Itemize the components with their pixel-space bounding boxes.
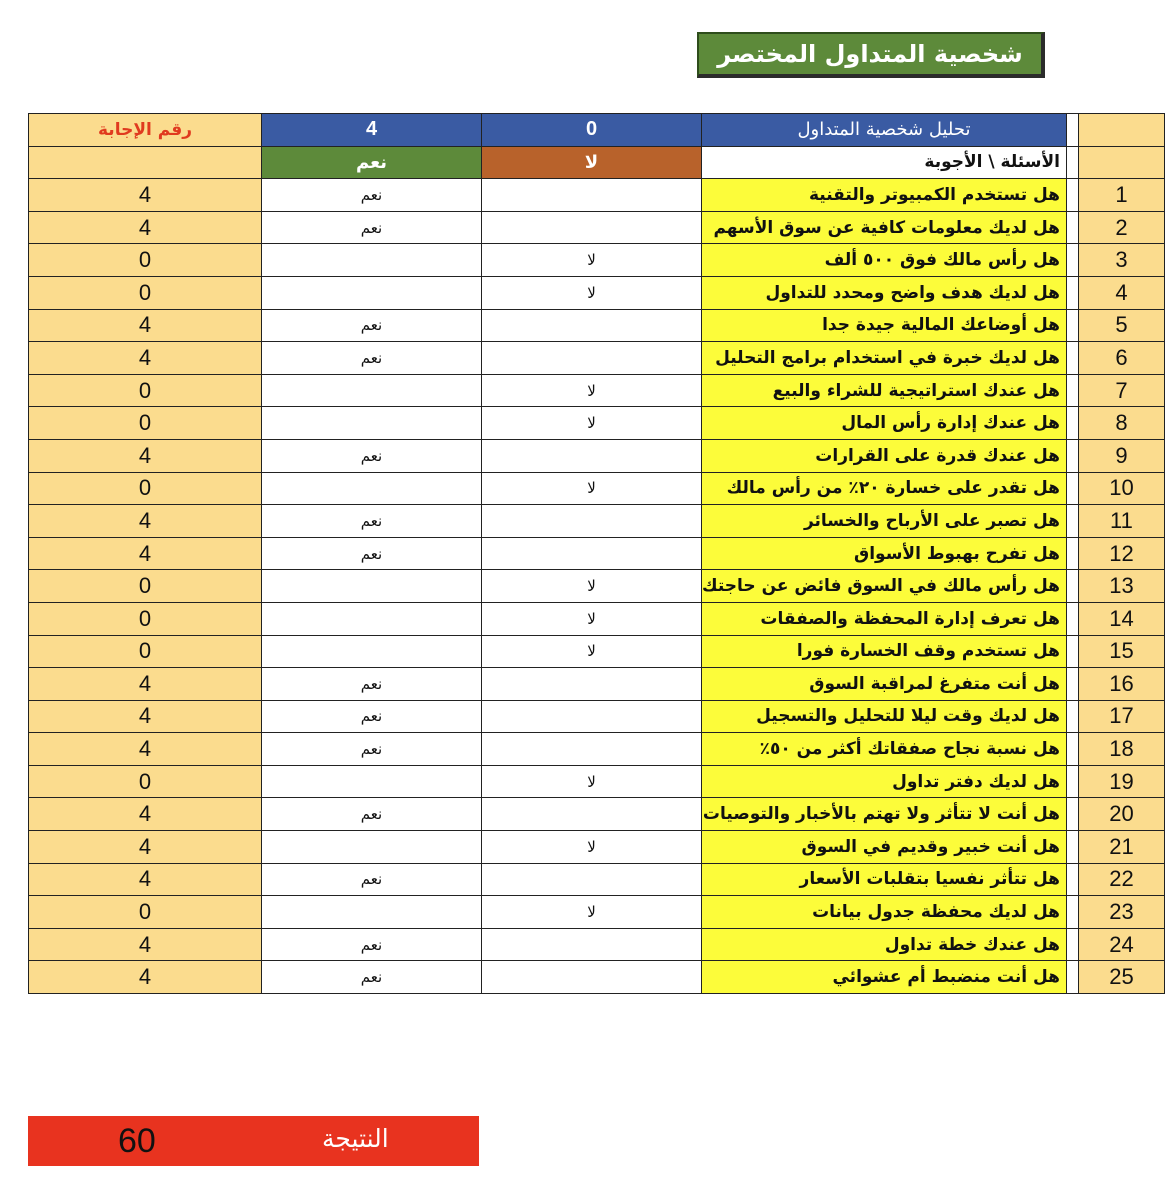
question-text: هل عندك قدرة على القرارات [815,445,1060,466]
question-text: هل تصبر على الأرباح والخسائر [803,510,1060,531]
yes-answer-cell[interactable] [262,831,482,864]
question-cell[interactable] [702,831,1067,864]
score-cell[interactable]: 4 [29,961,262,994]
table-row [29,179,1165,212]
yes-answer-cell[interactable]: نعم [262,798,482,831]
gap-cell [1066,928,1078,961]
question-cell[interactable] [702,863,1067,896]
row-number-cell[interactable]: 20 [1078,798,1164,831]
row-number-cell[interactable]: 17 [1078,700,1164,733]
answer-number-header[interactable]: رقم الإجابة [29,114,262,147]
table-row [29,342,1165,375]
question-text: هل أنت متفرغ لمراقبة السوق [809,673,1060,694]
row-number-cell[interactable]: 10 [1078,472,1164,505]
no-answer-cell[interactable] [482,537,702,570]
score-cell[interactable]: 0 [29,635,262,668]
row-number-cell[interactable]: 25 [1078,961,1164,994]
table-row [29,831,1165,864]
row-number-cell[interactable]: 18 [1078,733,1164,766]
yes-answer-cell[interactable] [262,407,482,440]
row-number-cell[interactable]: 19 [1078,765,1164,798]
no-answer-cell[interactable]: لا [482,831,702,864]
question-text: هل تتأثر نفسيا بتقلبات الأسعار [799,869,1060,890]
answer-number-subheader[interactable] [29,146,262,179]
gap-cell [1066,635,1078,668]
no-count-cell[interactable]: 0 [482,114,702,147]
yes-answer-cell[interactable] [262,765,482,798]
row-number-cell[interactable]: 5 [1078,309,1164,342]
no-answer-cell[interactable] [482,733,702,766]
score-cell[interactable]: 4 [29,309,262,342]
score-cell[interactable]: 0 [29,602,262,635]
table-row [29,407,1165,440]
yes-answer-cell[interactable] [262,635,482,668]
yes-answer-cell[interactable] [262,896,482,929]
no-answer-cell[interactable]: لا [482,472,702,505]
row-number-cell[interactable]: 13 [1078,570,1164,603]
score-cell[interactable]: 0 [29,374,262,407]
table-row [29,309,1165,342]
gap-cell [1066,276,1078,309]
table-row [29,570,1165,603]
question-text: هل عندك خطة تداول [884,934,1060,955]
question-cell[interactable] [702,211,1067,244]
row-number-cell[interactable]: 12 [1078,537,1164,570]
question-text: هل لديك وقت ليلا للتحليل والتسجيل [756,706,1060,727]
question-cell[interactable] [702,798,1067,831]
no-answer-cell[interactable]: لا [482,570,702,603]
score-cell[interactable]: 4 [29,700,262,733]
table-row [29,374,1165,407]
gap-cell [1066,570,1078,603]
question-cell[interactable] [702,374,1067,407]
header-row-2 [29,146,1165,179]
row-number-cell[interactable]: 7 [1078,374,1164,407]
row-number-cell[interactable]: 8 [1078,407,1164,440]
no-header[interactable]: لا [482,146,702,179]
yes-answer-cell[interactable] [262,570,482,603]
question-cell[interactable] [702,928,1067,961]
table-row [29,700,1165,733]
question-cell[interactable] [702,309,1067,342]
question-cell[interactable] [702,472,1067,505]
yes-answer-cell[interactable]: نعم [262,961,482,994]
question-text: هل عندك إدارة رأس المال [841,413,1060,434]
question-cell[interactable] [702,244,1067,277]
result-value[interactable]: 60 [118,1122,156,1160]
yes-answer-cell[interactable] [262,276,482,309]
no-answer-cell[interactable]: لا [482,765,702,798]
no-answer-cell[interactable] [482,863,702,896]
yes-answer-cell[interactable]: نعم [262,863,482,896]
gap-cell [1066,537,1078,570]
gap-cell [1066,114,1078,147]
no-answer-cell[interactable]: لا [482,896,702,929]
question-cell[interactable] [702,537,1067,570]
yes-answer-cell[interactable]: نعم [262,928,482,961]
no-answer-cell[interactable]: لا [482,374,702,407]
question-cell[interactable] [702,570,1067,603]
no-answer-cell[interactable] [482,798,702,831]
yes-count-cell[interactable]: 4 [262,114,482,147]
row-number-cell[interactable]: 15 [1078,635,1164,668]
question-cell[interactable] [702,179,1067,212]
row-number-cell[interactable]: 23 [1078,896,1164,929]
no-answer-cell[interactable] [482,439,702,472]
row-number-cell[interactable]: 1 [1078,179,1164,212]
row-number-cell[interactable]: 22 [1078,863,1164,896]
no-answer-cell[interactable] [482,309,702,342]
questionnaire-table [28,113,1165,994]
question-cell[interactable] [702,505,1067,538]
question-cell[interactable] [702,635,1067,668]
no-answer-cell[interactable]: لا [482,602,702,635]
question-text: هل لديك خبرة في استخدام برامج التحليل [715,347,1060,368]
gap-cell [1066,309,1078,342]
question-cell[interactable] [702,407,1067,440]
gap-cell [1066,733,1078,766]
result-label: النتيجة [322,1124,389,1153]
gap-cell [1066,863,1078,896]
table-row [29,211,1165,244]
score-cell[interactable]: 4 [29,928,262,961]
question-cell[interactable] [702,700,1067,733]
table-row [29,896,1165,929]
yes-answer-cell[interactable] [262,244,482,277]
score-cell[interactable]: 4 [29,439,262,472]
score-cell[interactable]: 0 [29,765,262,798]
yes-answer-cell[interactable] [262,374,482,407]
question-cell[interactable] [702,342,1067,375]
sheet-title: شخصية المتداول المختصر [697,32,1045,78]
yes-answer-cell[interactable]: نعم [262,733,482,766]
question-text: هل تقدر على خسارة ٢٠٪ من رأس مالك [726,478,1060,499]
row-number-cell[interactable]: 14 [1078,602,1164,635]
gap-cell [1066,342,1078,375]
no-answer-cell[interactable] [482,505,702,538]
table-row [29,439,1165,472]
yes-answer-cell[interactable]: نعم [262,439,482,472]
question-cell[interactable] [702,733,1067,766]
question-cell[interactable] [702,668,1067,701]
no-answer-cell[interactable]: لا [482,635,702,668]
gap-cell [1066,602,1078,635]
row-number-header[interactable] [1078,114,1164,147]
no-answer-cell[interactable] [482,179,702,212]
table-row [29,276,1165,309]
question-text: هل لديك دفتر تداول [892,771,1060,792]
question-cell[interactable] [702,765,1067,798]
question-cell[interactable] [702,896,1067,929]
score-cell[interactable]: 0 [29,244,262,277]
analysis-header[interactable]: تحليل شخصية المتداول [702,114,1067,147]
score-cell[interactable]: 4 [29,179,262,212]
question-cell[interactable] [702,961,1067,994]
score-cell[interactable]: 4 [29,537,262,570]
question-text: هل تعرف إدارة المحفظة والصفقات [760,608,1060,629]
no-answer-cell[interactable]: لا [482,244,702,277]
yes-answer-cell[interactable]: نعم [262,342,482,375]
row-number-cell[interactable]: 11 [1078,505,1164,538]
table-row [29,863,1165,896]
question-text: هل تفرح بهبوط الأسواق [854,543,1060,564]
gap-cell [1066,668,1078,701]
question-text: هل أنت لا تتأثر ولا تهتم بالأخبار والتوصيات [702,804,1060,825]
question-text: هل تستخدم وقف الخسارة فورا [796,641,1060,662]
yes-answer-cell[interactable] [262,602,482,635]
question-text: هل تستخدم الكمبيوتر والتقنية [808,184,1060,205]
gap-cell [1066,407,1078,440]
row-number-cell[interactable]: 2 [1078,211,1164,244]
score-cell[interactable]: 0 [29,570,262,603]
score-cell[interactable]: 4 [29,668,262,701]
table-row [29,765,1165,798]
gap-cell [1066,700,1078,733]
table-row [29,733,1165,766]
score-cell[interactable]: 0 [29,276,262,309]
yes-header[interactable]: نعم [262,146,482,179]
row-number-cell[interactable]: 16 [1078,668,1164,701]
yes-answer-cell[interactable]: نعم [262,179,482,212]
gap-cell [1066,505,1078,538]
table-row [29,537,1165,570]
score-cell[interactable]: 4 [29,863,262,896]
table-row [29,244,1165,277]
table-row [29,928,1165,961]
gap-cell [1066,179,1078,212]
gap-cell [1066,439,1078,472]
question-text: هل رأس مالك فوق ٥٠٠ ألف [824,250,1060,271]
no-answer-cell[interactable] [482,928,702,961]
table-row [29,635,1165,668]
table-row [29,472,1165,505]
table-row [29,602,1165,635]
score-cell[interactable]: 4 [29,505,262,538]
score-cell[interactable]: 4 [29,342,262,375]
gap-cell [1066,961,1078,994]
question-text: هل لديك هدف واضح ومحدد للتداول [765,282,1060,303]
no-answer-cell[interactable] [482,961,702,994]
questions-header[interactable]: الأسئلة \ الأجوبة [702,146,1067,179]
row-number-subheader[interactable] [1078,146,1164,179]
gap-cell [1066,798,1078,831]
score-cell[interactable]: 4 [29,733,262,766]
question-cell[interactable] [702,276,1067,309]
question-text: هل رأس مالك في السوق فائض عن حاجتك [702,576,1060,597]
row-number-cell[interactable]: 4 [1078,276,1164,309]
question-text: هل نسبة نجاح صفقاتك أكثر من ٥٠٪ [759,739,1060,760]
question-text: هل لديك محفظة جدول بيانات [812,902,1060,923]
table-row [29,505,1165,538]
no-answer-cell[interactable] [482,211,702,244]
yes-answer-cell[interactable]: نعم [262,505,482,538]
question-text: هل عندك استراتيجية للشراء والبيع [772,380,1060,401]
gap-cell [1066,146,1078,179]
no-answer-cell[interactable] [482,700,702,733]
yes-answer-cell[interactable]: نعم [262,537,482,570]
question-text: هل لديك معلومات كافية عن سوق الأسهم [713,217,1060,238]
no-answer-cell[interactable] [482,342,702,375]
row-number-cell[interactable]: 9 [1078,439,1164,472]
score-cell[interactable]: 0 [29,896,262,929]
score-cell[interactable]: 4 [29,798,262,831]
gap-cell [1066,765,1078,798]
table-row [29,961,1165,994]
no-answer-cell[interactable] [482,668,702,701]
yes-answer-cell[interactable]: نعم [262,700,482,733]
gap-cell [1066,472,1078,505]
table-row [29,668,1165,701]
yes-answer-cell[interactable]: نعم [262,309,482,342]
row-number-cell[interactable]: 6 [1078,342,1164,375]
table-row [29,798,1165,831]
gap-cell [1066,896,1078,929]
no-answer-cell[interactable]: لا [482,276,702,309]
no-answer-cell[interactable]: لا [482,407,702,440]
question-text: هل أنت منضبط أم عشوائي [832,967,1060,988]
question-cell[interactable] [702,439,1067,472]
yes-answer-cell[interactable] [262,472,482,505]
row-number-cell[interactable]: 3 [1078,244,1164,277]
question-text: هل أنت خبير وقديم في السوق [801,836,1060,857]
header-row-1 [29,114,1165,147]
score-cell[interactable]: 0 [29,407,262,440]
score-cell[interactable]: 0 [29,472,262,505]
gap-cell [1066,374,1078,407]
yes-answer-cell[interactable]: نعم [262,211,482,244]
score-cell[interactable]: 4 [29,211,262,244]
question-cell[interactable] [702,602,1067,635]
yes-answer-cell[interactable]: نعم [262,668,482,701]
gap-cell [1066,831,1078,864]
question-text: هل أوضاعك المالية جيدة جدا [822,315,1060,336]
row-number-cell[interactable]: 24 [1078,928,1164,961]
row-number-cell[interactable]: 21 [1078,831,1164,864]
score-cell[interactable]: 4 [29,831,262,864]
gap-cell [1066,244,1078,277]
result-bar [28,1116,479,1166]
gap-cell [1066,211,1078,244]
